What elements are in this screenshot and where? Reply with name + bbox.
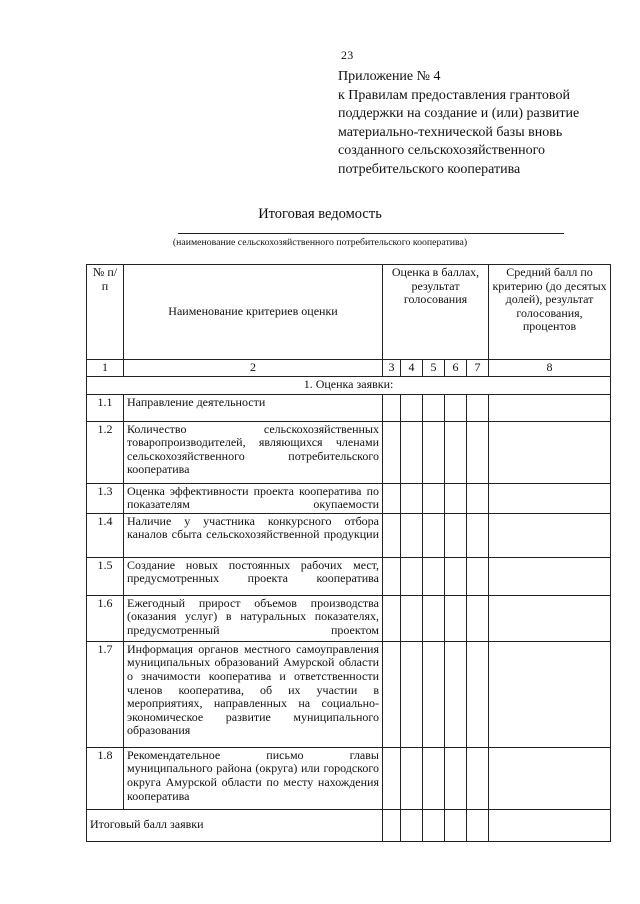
score-cell[interactable]	[401, 747, 423, 809]
appendix-line: к Правилам предоставления грантовой	[338, 87, 570, 103]
score-cell[interactable]	[423, 394, 445, 421]
score-cell[interactable]	[445, 513, 467, 557]
score-cell[interactable]	[383, 513, 401, 557]
average-cell[interactable]	[489, 595, 611, 641]
row-number: 1.5	[87, 557, 124, 595]
row-number: 1.4	[87, 513, 124, 557]
total-label: Итоговый балл заявки	[87, 809, 383, 841]
score-cell[interactable]	[383, 483, 401, 513]
column-number: 6	[445, 360, 467, 377]
cooperative-name-caption: (наименование сельскохозяйственного потребительского кооператива)	[172, 237, 468, 248]
score-cell[interactable]	[445, 557, 467, 595]
score-cell[interactable]	[445, 595, 467, 641]
score-cell[interactable]	[401, 809, 423, 841]
score-cell[interactable]	[467, 557, 489, 595]
score-cell[interactable]	[423, 421, 445, 483]
appendix-line: материально-технической базы вновь	[338, 124, 563, 140]
table-row	[87, 421, 611, 483]
evaluation-table	[86, 264, 611, 842]
row-number: 1.3	[87, 483, 124, 513]
header-number: № п/п	[87, 265, 124, 360]
criterion-name: Ежегодный прирост объемов производства (оказания услуг) в натуральных показателях, предусмотренный проектом	[124, 595, 383, 641]
total-row	[87, 809, 611, 841]
score-cell[interactable]	[445, 394, 467, 421]
score-cell[interactable]	[401, 513, 423, 557]
score-cell[interactable]	[423, 483, 445, 513]
score-cell[interactable]	[423, 809, 445, 841]
average-cell[interactable]	[489, 421, 611, 483]
appendix-heading	[338, 68, 618, 179]
column-number: 8	[489, 360, 611, 377]
score-cell[interactable]	[401, 483, 423, 513]
criterion-name: Направление деятельности	[124, 394, 383, 421]
appendix-line: созданного сельскохозяйственного	[338, 143, 546, 158]
score-cell[interactable]	[467, 747, 489, 809]
score-cell[interactable]	[383, 421, 401, 483]
score-cell[interactable]	[401, 394, 423, 421]
score-cell[interactable]	[467, 809, 489, 841]
score-cell[interactable]	[445, 809, 467, 841]
score-cell[interactable]	[423, 747, 445, 809]
header-average: Средний балл по критерию (до десятых долей), результат голосования, процентов	[489, 265, 611, 360]
table-row	[87, 557, 611, 595]
score-cell[interactable]	[423, 641, 445, 747]
header-scores: Оценка в баллах, результат голосования	[383, 265, 489, 360]
row-number: 1.1	[87, 394, 124, 421]
score-cell[interactable]	[467, 394, 489, 421]
column-number: 1	[87, 360, 124, 377]
table-row	[87, 747, 611, 809]
average-cell[interactable]	[489, 557, 611, 595]
row-number: 1.6	[87, 595, 124, 641]
average-cell[interactable]	[489, 483, 611, 513]
score-cell[interactable]	[423, 513, 445, 557]
score-cell[interactable]	[383, 557, 401, 595]
row-number: 1.2	[87, 421, 124, 483]
criterion-name: Количество сельскохозяйственных товаропроизводителей, являющихся членами сельскохозяйственного потребительского кооператива	[124, 421, 383, 483]
table-row	[87, 513, 611, 557]
score-cell[interactable]	[445, 483, 467, 513]
section-title: 1. Оценка заявки:	[87, 376, 611, 394]
score-cell[interactable]	[401, 595, 423, 641]
score-cell[interactable]	[467, 641, 489, 747]
score-cell[interactable]	[401, 557, 423, 595]
score-cell[interactable]	[467, 595, 489, 641]
score-cell[interactable]	[383, 595, 401, 641]
score-cell[interactable]	[401, 421, 423, 483]
average-cell[interactable]	[489, 747, 611, 809]
score-cell[interactable]	[445, 747, 467, 809]
score-cell[interactable]	[445, 641, 467, 747]
score-cell[interactable]	[383, 747, 401, 809]
average-cell[interactable]	[489, 809, 611, 841]
document-title: Итоговая ведомость	[258, 206, 382, 222]
score-cell[interactable]	[383, 641, 401, 747]
column-number: 7	[467, 360, 489, 377]
row-number: 1.7	[87, 641, 124, 747]
score-cell[interactable]	[467, 483, 489, 513]
criterion-name: Рекомендательное письмо главы муниципального района (округа) или городского округа Амурской области по месту нахождения кооператива	[124, 747, 383, 809]
header-criteria: Наименование критериев оценки	[124, 265, 383, 360]
table-row	[87, 394, 611, 421]
criterion-name: Оценка эффективности проекта кооператива по показателям окупаемости	[124, 483, 383, 513]
criterion-name: Информация органов местного самоуправления муниципальных образований Амурской области о значимости кооператива и ответственности членов кооператива, об их участии в мероприятиях, направленных на социально-экономическое развитие муниципального образования	[124, 641, 383, 747]
page-number: 23	[341, 48, 354, 62]
appendix-line: поддержки на создание и (или) развитие	[338, 106, 580, 121]
table-row	[87, 595, 611, 641]
score-cell[interactable]	[423, 557, 445, 595]
appendix-line: потребительского кооператива	[338, 161, 521, 177]
column-number: 3	[383, 360, 401, 377]
average-cell[interactable]	[489, 641, 611, 747]
score-cell[interactable]	[467, 421, 489, 483]
column-number: 2	[124, 360, 383, 377]
section-row	[87, 376, 611, 394]
score-cell[interactable]	[423, 595, 445, 641]
score-cell[interactable]	[401, 641, 423, 747]
average-cell[interactable]	[489, 513, 611, 557]
score-cell[interactable]	[383, 809, 401, 841]
score-cell[interactable]	[383, 394, 401, 421]
table-header-row	[87, 265, 611, 360]
average-cell[interactable]	[489, 394, 611, 421]
score-cell[interactable]	[467, 513, 489, 557]
criterion-name: Создание новых постоянных рабочих мест, предусмотренных проекта кооператива	[124, 557, 383, 595]
score-cell[interactable]	[445, 421, 467, 483]
criterion-name: Наличие у участника конкурсного отбора каналов сбыта сельскохозяйственной продукции	[124, 513, 383, 557]
column-number: 4	[401, 360, 423, 377]
cooperative-name-line	[178, 233, 564, 234]
table-row	[87, 483, 611, 513]
row-number: 1.8	[87, 747, 124, 809]
column-number-row	[87, 360, 611, 377]
column-number: 5	[423, 360, 445, 377]
appendix-number: Приложение № 4	[338, 69, 441, 84]
table-row	[87, 641, 611, 747]
